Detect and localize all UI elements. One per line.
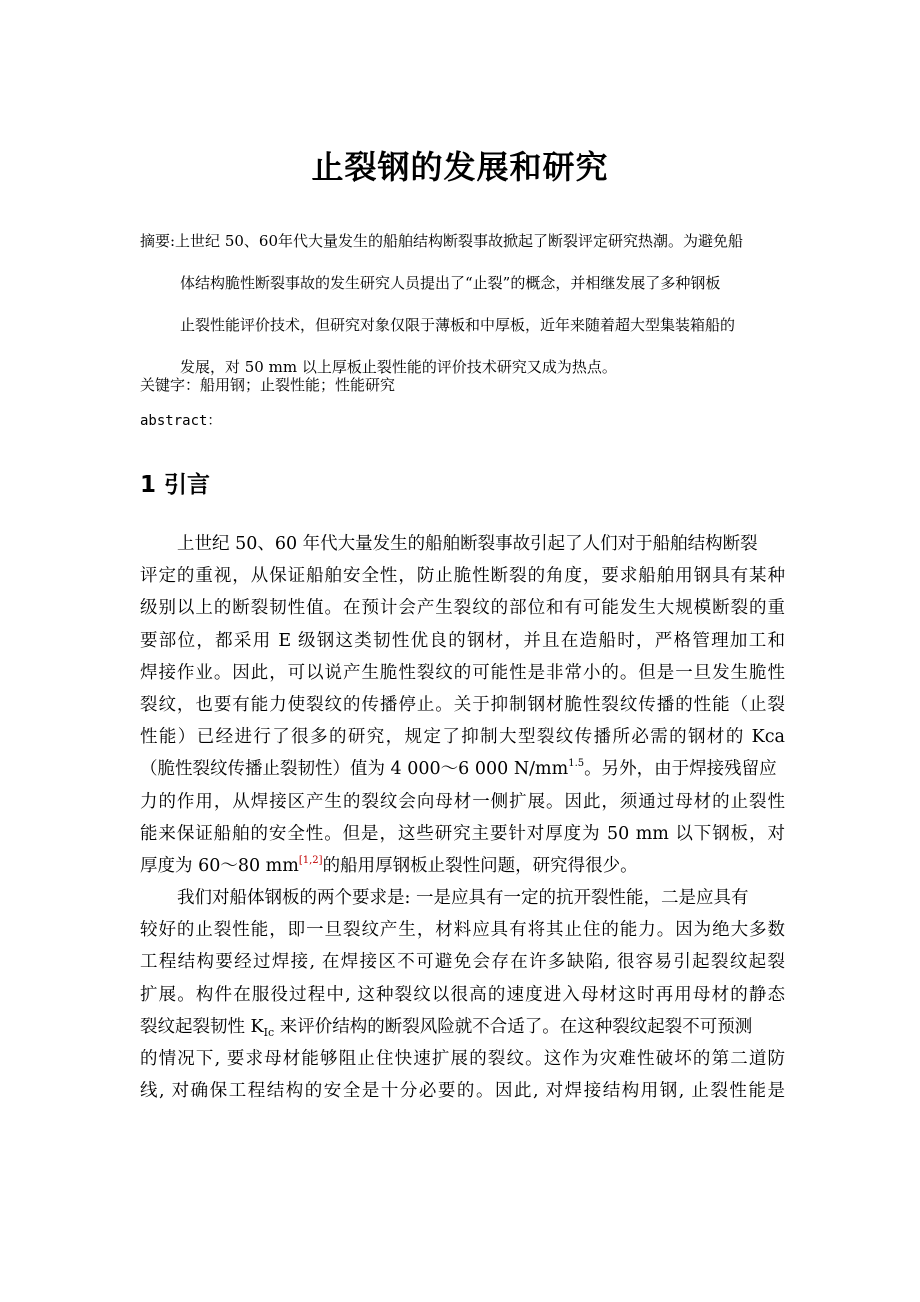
body-line: 性能）已经进行了很多的研究，规定了抑制大型裂纹传播所必需的钢材的 Kca bbox=[140, 727, 785, 748]
abstract-block bbox=[140, 228, 790, 380]
body-line bbox=[140, 753, 785, 785]
body-line: 较好的止裂性能，即一旦裂纹产生，材料应具有将其止住的能力。因为绝大多数 bbox=[140, 920, 785, 941]
body-line: 的情况下, 要求母材能够阻止住快速扩展的裂纹。这作为灾难性破坏的第二道防 bbox=[140, 1049, 785, 1069]
body-line: 级别以上的断裂韧性值。在预计会产生裂纹的部位和有可能发生大规模断裂的重 bbox=[140, 598, 785, 619]
body-line bbox=[140, 1011, 785, 1043]
body-line: 上世纪 50、60 年代大量发生的船舶断裂事故引起了人们对于船舶结构断裂 bbox=[177, 534, 758, 554]
section-body bbox=[140, 528, 785, 1107]
body-line: 要部位，都采用 E 级钢这类韧性优良的钢材，并且在造船时，严格管理加工和 bbox=[140, 630, 785, 651]
keywords-line: 关键字：船用钢；止裂性能；性能研究 bbox=[140, 376, 396, 394]
body-text: （脆性裂纹传播止裂韧性）值为 4 000～6 000 N/mm bbox=[140, 759, 569, 780]
citation-ref[interactable]: [1,2] bbox=[298, 854, 323, 866]
body-line: 工程结构要经过焊接, 在焊接区不可避免会存在许多缺陷, 很容易引起裂纹起裂 bbox=[140, 952, 785, 973]
subscript: Ic bbox=[263, 1025, 275, 1039]
section-heading-introduction: 1 引言 bbox=[140, 472, 211, 498]
body-text: 。另外，由于焊接残留应 bbox=[584, 759, 777, 780]
body-text: 厚度为 60～80 mm bbox=[140, 855, 299, 876]
abstract-line: 体结构脆性断裂事故的发生研究人员提出了“止裂”的概念，并相继发展了多种钢板 bbox=[180, 274, 721, 292]
paragraph-1 bbox=[140, 528, 785, 882]
paragraph-2 bbox=[140, 882, 785, 1107]
abstract-line: 止裂性能评价技术，但研究对象仅限于薄板和中厚板，近年来随着超大型集装箱船的 bbox=[180, 316, 736, 334]
abstract-english-label: abstract： bbox=[140, 413, 222, 429]
abstract-line: 发展，对 50 mm 以上厚板止裂性能的评价技术研究又成为热点。 bbox=[180, 358, 617, 376]
exponent: 1.5 bbox=[568, 758, 585, 770]
body-line: 力的作用，从焊接区产生的裂纹会向母材一侧扩展。因此，须通过母材的止裂性 bbox=[140, 791, 785, 812]
body-line: 能来保证船舶的安全性。但是，这些研究主要针对厚度为 50 mm 以下钢板，对 bbox=[140, 823, 785, 844]
body-text: 的船用厚钢板止裂性问题，研究得很少。 bbox=[322, 855, 638, 876]
body-text: 来评价结构的断裂风险就不合适了。在这种裂纹起裂不可预测 bbox=[274, 1016, 753, 1037]
body-line: 评定的重视，从保证船舶安全性，防止脆性断裂的角度，要求船舶用钢具有某种 bbox=[140, 566, 785, 587]
body-line: 线, 对确保工程结构的安全是十分必要的。因此, 对焊接结构用钢, 止裂性能是 bbox=[140, 1081, 785, 1102]
body-line bbox=[140, 850, 785, 882]
body-line: 扩展。构件在服役过程中, 这种裂纹以很高的速度进入母材这时再用母材的静态 bbox=[140, 984, 785, 1005]
abstract-line: 摘要:上世纪 50、60年代大量发生的船舶结构断裂事故掀起了断裂评定研究热潮。为避免船 bbox=[140, 232, 743, 250]
body-text: 裂纹起裂韧性 K bbox=[140, 1016, 264, 1037]
body-line: 裂纹，也要有能力使裂纹的传播停止。关于抑制钢材脆性裂纹传播的性能（止裂 bbox=[140, 694, 785, 715]
body-line: 我们对船体钢板的两个要求是: 一是应具有一定的抗开裂性能，二是应具有 bbox=[177, 888, 749, 909]
body-line: 焊接作业。因此，可以说产生脆性裂纹的可能性是非常小的。但是一旦发生脆性 bbox=[140, 662, 785, 683]
document-title: 止裂钢的发展和研究 bbox=[311, 148, 609, 186]
